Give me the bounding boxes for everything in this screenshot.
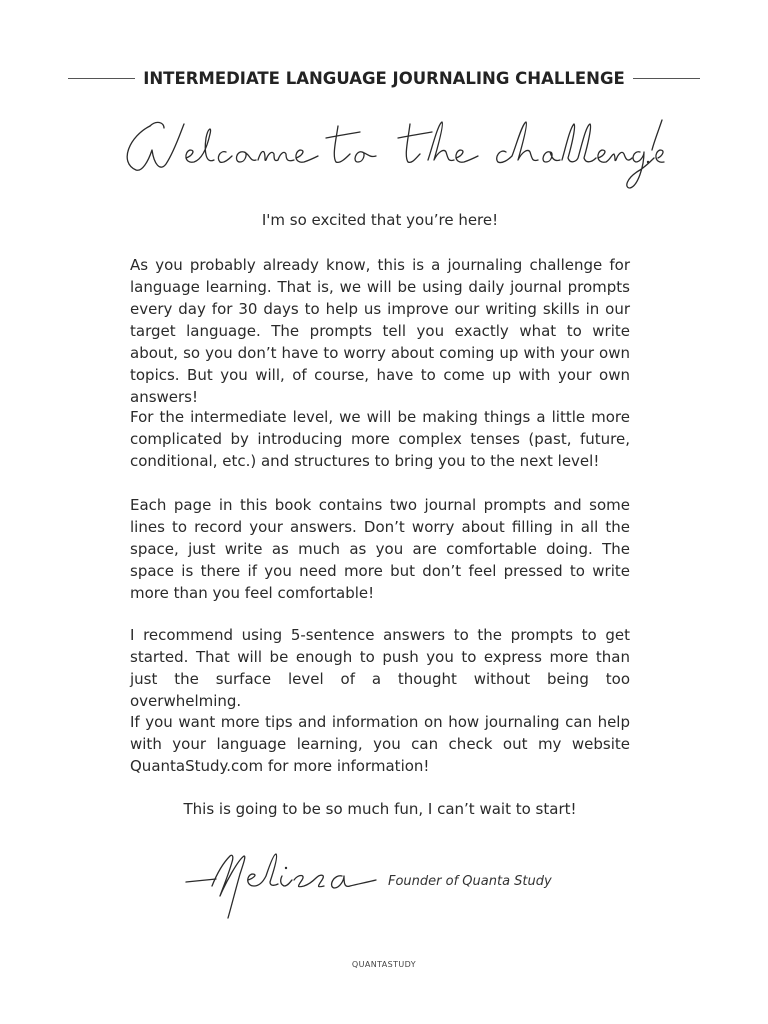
paragraph-recommendation: I recommend using 5-sentence answers to the prompts to get started. That will be enough to push you to express more than just the surface level of a thought without being too overwhelming. xyxy=(130,626,630,710)
closing-line: This is going to be so much fun, I can’t wait to start! xyxy=(183,800,577,818)
header-rule-right xyxy=(633,78,700,79)
welcome-script-heading xyxy=(110,112,658,192)
footer-brand: QUANTASTUDY xyxy=(351,960,417,969)
paragraph-website: If you want more tips and information on how journaling can help with your language learning, you can check out my website QuantaStudy.com for more information! xyxy=(130,713,630,775)
page-header xyxy=(68,66,700,90)
paragraph-intermediate-level: For the intermediate level, we will be making things a little more complicated by introducing more complex tenses (past, future, conditional, etc.) and structures to bring you to the next level! xyxy=(130,408,630,470)
header-rule-left xyxy=(68,78,135,79)
paragraph-book-pages: Each page in this book contains two journal prompts and some lines to record your answers. Don’t worry about filling in all the space, just write as much as you are comfortable doing. The space is there if you need more but don’t feel pressed to write more than you feel comfortable! xyxy=(130,496,630,602)
intro-line: I'm so excited that you’re here! xyxy=(261,211,499,229)
page-title: INTERMEDIATE LANGUAGE JOURNALING CHALLENGE xyxy=(143,68,625,88)
paragraph-intro: As you probably already know, this is a journaling challenge for language learning. That is, we will be using daily journal prompts every day for 30 days to help us improve our writing skills in our target language. The prompts tell you exactly what to write about, so you don’t have to worry about coming up with your own topics. But you will, of course, have to come up with your own answers! xyxy=(130,256,630,406)
signature-caption: Founder of Quanta Study xyxy=(388,874,552,889)
signature-melissa xyxy=(182,846,392,926)
